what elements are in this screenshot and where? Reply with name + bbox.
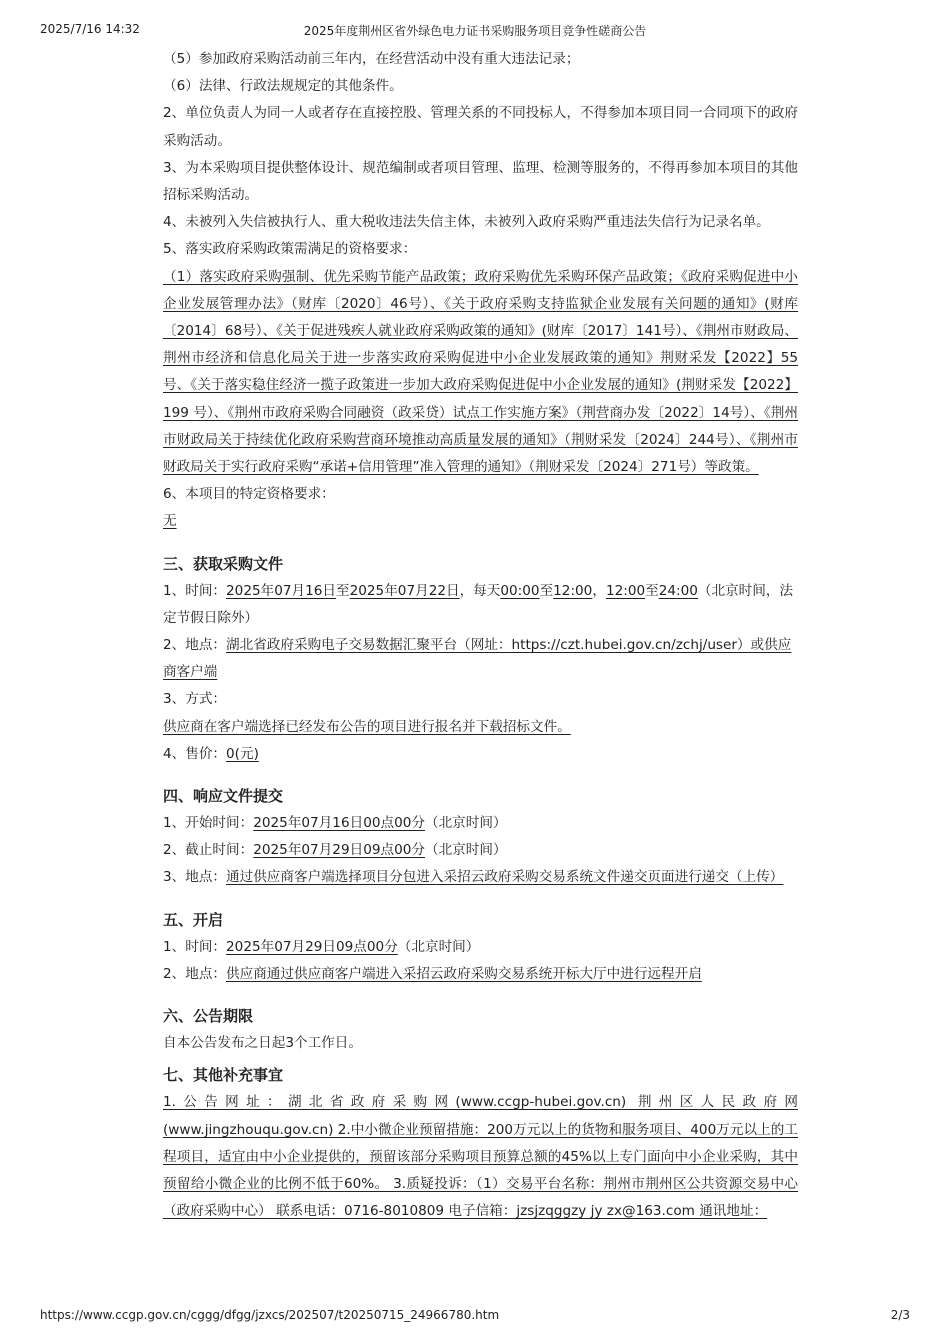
qualification-item-5: （5）参加政府采购活动前三年内，在经营活动中没有重大违法记录；	[163, 51, 580, 67]
section-heading-other-matters: 七、其他补充事宜	[163, 1066, 284, 1085]
submission-deadline: 2、截止时间：2025年07月29日09点00分（北京时间）	[163, 842, 507, 859]
submission-place: 3、地点：通过供应商客户端选择项目分包进入采招云政府采购交易系统文件递交页面进行递交（上传）	[163, 869, 784, 886]
qualification-item-6: （6）法律、行政法规规定的其他条件。	[163, 78, 403, 95]
section-heading-submission: 四、响应文件提交	[163, 787, 284, 806]
obtain-place-value: 湖北省政府采购电子交易数据汇聚平台（网址：https://czt.hubei.gov.cn/zchj/user）或供应商客户端	[163, 637, 792, 681]
requirement-6: 6、本项目的特定资格要求：	[163, 486, 335, 503]
print-page-url: https://www.ccgp.gov.cn/cggg/dfgg/jzxcs/202507/t20250715_24966780.htm	[40, 1308, 500, 1322]
obtain-time: 1、时间：2025年07月16日至2025年07月22日，每天00:00至12:00，12:00至24:00（北京时间，法定节假日除外）	[163, 582, 794, 626]
print-page-title: 2025年度荆州区省外绿色电力证书采购服务项目竞争性磋商公告	[303, 24, 647, 38]
obtain-way-value: 供应商在客户端选择已经发布公告的项目进行报名并下载招标文件。	[163, 718, 571, 735]
opening-time: 1、时间：2025年07月29日09点00分（北京时间）	[163, 938, 480, 955]
requirement-2: 2、单位负责人为同一人或者存在直接控股、管理关系的不同投标人，不得参加本项目同一合同项下的政府采购活动。	[163, 105, 798, 149]
obtain-way-label: 3、方式：	[163, 691, 227, 708]
submission-start: 1、开始时间：2025年07月16日00点00分（北京时间）	[163, 815, 507, 832]
announcement-body	[163, 46, 798, 1225]
print-datetime: 2025/7/16 14:32	[40, 22, 140, 36]
section-heading-notice-period: 六、公告期限	[163, 1007, 254, 1026]
opening-place: 2、地点：供应商通过供应商客户端进入采招云政府采购交易系统开标大厅中进行远程开启	[163, 965, 702, 982]
obtain-place: 2、地点：湖北省政府采购电子交易数据汇聚平台（网址：https://czt.hubei.gov.cn/zchj/user）或供应商客户端	[163, 637, 792, 681]
obtain-price: 4、售价：0(元)	[163, 745, 259, 762]
section-heading-obtain-documents: 三、获取采购文件	[163, 554, 284, 573]
requirement-3: 3、为本采购项目提供整体设计、规范编制或者项目管理、监理、检测等服务的，不得再参加本项目的其他招标采购活动。	[163, 159, 798, 204]
requirement-4: 4、未被列入失信被执行人、重大税收违法失信主体，未被列入政府采购严重违法失信行为记录名单。	[163, 214, 770, 231]
other-matters-text: 1.公告网址：湖北省政府采购网(www.ccgp-hubei.gov.cn) 荆州区人民政府网(www.jingzhouqu.gov.cn) 2.中小微企业预留措施：200万元以上的货物和服务项目、400万元以上的工程项目，适宜由中小企业提供的，预留该部分采购项目预算总额的45%以上专门面向中小企业采购，其中预留给小微企业的比例不低于60%。 3.质疑投诉：（1）交易平台名称：荆州市荆州区公共资源交易中心（政府采购中心） 联系电话：0716-8010809 电子信箱：jzsjzqggzy jy zx@163.com 通讯地址：	[163, 1094, 798, 1220]
notice-period-text: 自本公告发布之日起3个工作日。	[163, 1035, 362, 1052]
requirement-5: 5、落实政府采购政策需满足的资格要求：	[163, 241, 417, 258]
specific-requirement-value: 无	[163, 513, 177, 530]
section-heading-opening: 五、开启	[163, 910, 224, 929]
print-page-number: 2/3	[890, 1308, 910, 1322]
policy-requirements-text: （1）落实政府采购强制、优先采购节能产品政策；政府采购优先采购环保产品政策；《政府采购促进中小企业发展管理办法》（财库〔2020〕46号）、《关于政府采购支持监狱企业发展有关问题的通知》(财库〔2014〕68号）、《关于促进残疾人就业政府采购政策的通知》(财库〔2017〕141号）、《荆州市财政局、荆州市经济和信息化局关于进一步落实政府采购促进中小企业发展政策的通知》荆财采发【2022】55号、《关于落实稳住经济一揽子政策进一步加大政府采购促进促中小企业发展的通知》(荆财采发【2022】199 号）、《荆州市政府采购合同融资（政采贷）试点工作实施方案》（荆营商办发〔2022〕14号）、《荆州市财政局关于持续优化政府采购营商环境推动高质量发展的通知》（荆财采发〔2024〕244号）、《荆州市财政局关于实行政府采购“承诺+信用管理”准入管理的通知》（荆财采发〔2024〕271号）等政策。	[163, 268, 798, 476]
